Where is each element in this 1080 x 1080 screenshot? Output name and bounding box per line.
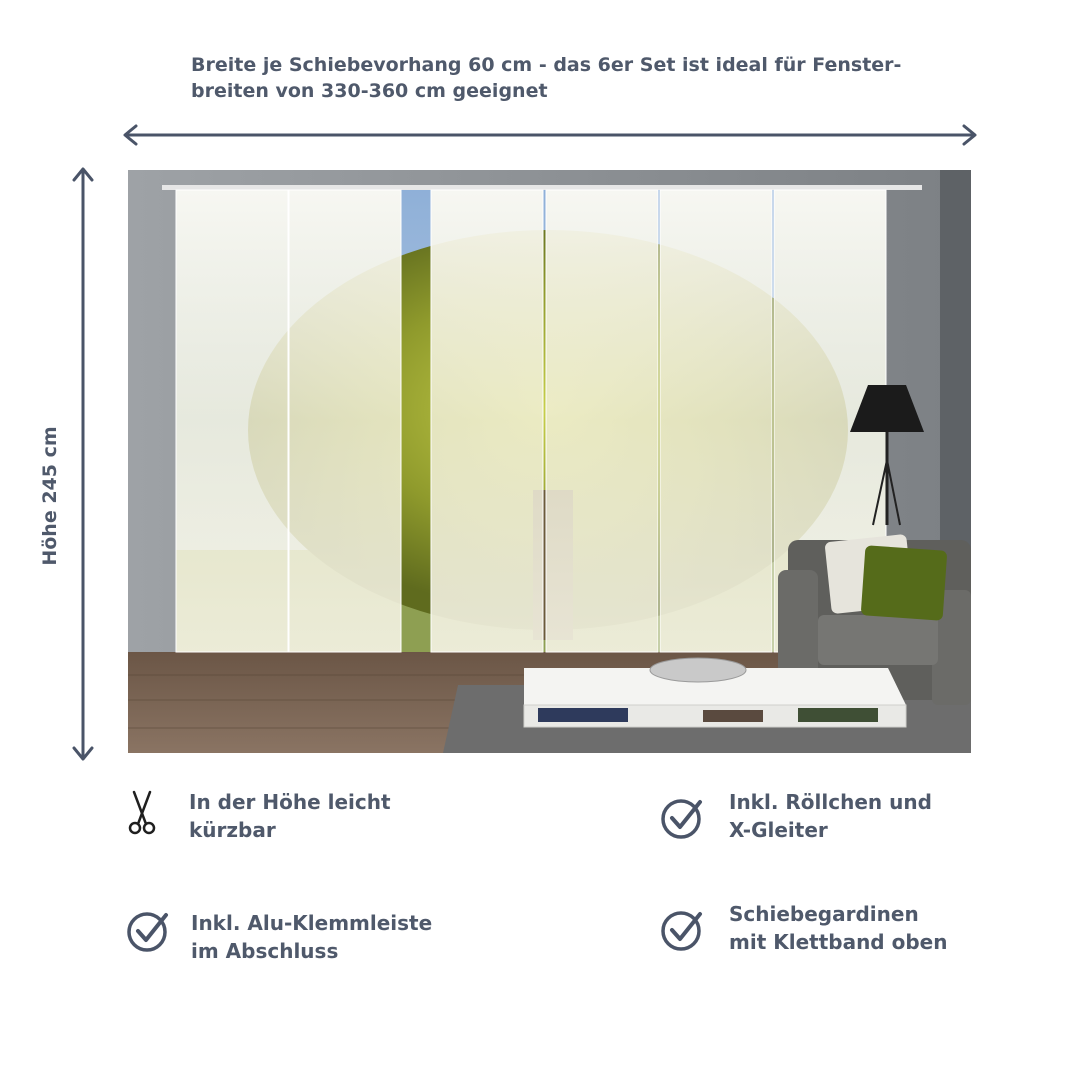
- check-circle-icon: [660, 908, 704, 952]
- feature-line-1: Inkl. Röllchen und: [729, 790, 932, 814]
- feature-clamp-strip: [126, 909, 456, 969]
- headline-line-2: breiten von 330-360 cm geeignet: [191, 80, 548, 102]
- check-circle-icon: [660, 796, 704, 840]
- feature-line-2: mit Klettband oben: [729, 930, 948, 954]
- feature-shortenable: [126, 788, 446, 848]
- feature-rollers-gliders: [660, 788, 960, 848]
- product-photo: [128, 170, 971, 753]
- height-dimension-arrow: [72, 164, 94, 764]
- scissors-icon: [126, 788, 158, 838]
- width-info-headline: [191, 52, 911, 104]
- feature-line-1: Inkl. Alu-Klemmleiste: [191, 911, 433, 935]
- feature-velcro-top: [660, 900, 980, 960]
- feature-line-2: X-Gleiter: [729, 818, 828, 842]
- headline-line-1: Breite je Schiebevorhang 60 cm - das 6er Set ist ideal für Fenster-: [191, 54, 902, 76]
- feature-line-1: Schiebegardinen: [729, 902, 919, 926]
- check-circle-icon: [126, 909, 170, 953]
- width-dimension-arrow: [120, 124, 980, 146]
- height-label: Höhe 245 cm: [39, 426, 61, 566]
- feature-line-2: kürzbar: [189, 818, 276, 842]
- feature-line-2: im Abschluss: [191, 939, 339, 963]
- feature-line-1: In der Höhe leicht: [189, 790, 391, 814]
